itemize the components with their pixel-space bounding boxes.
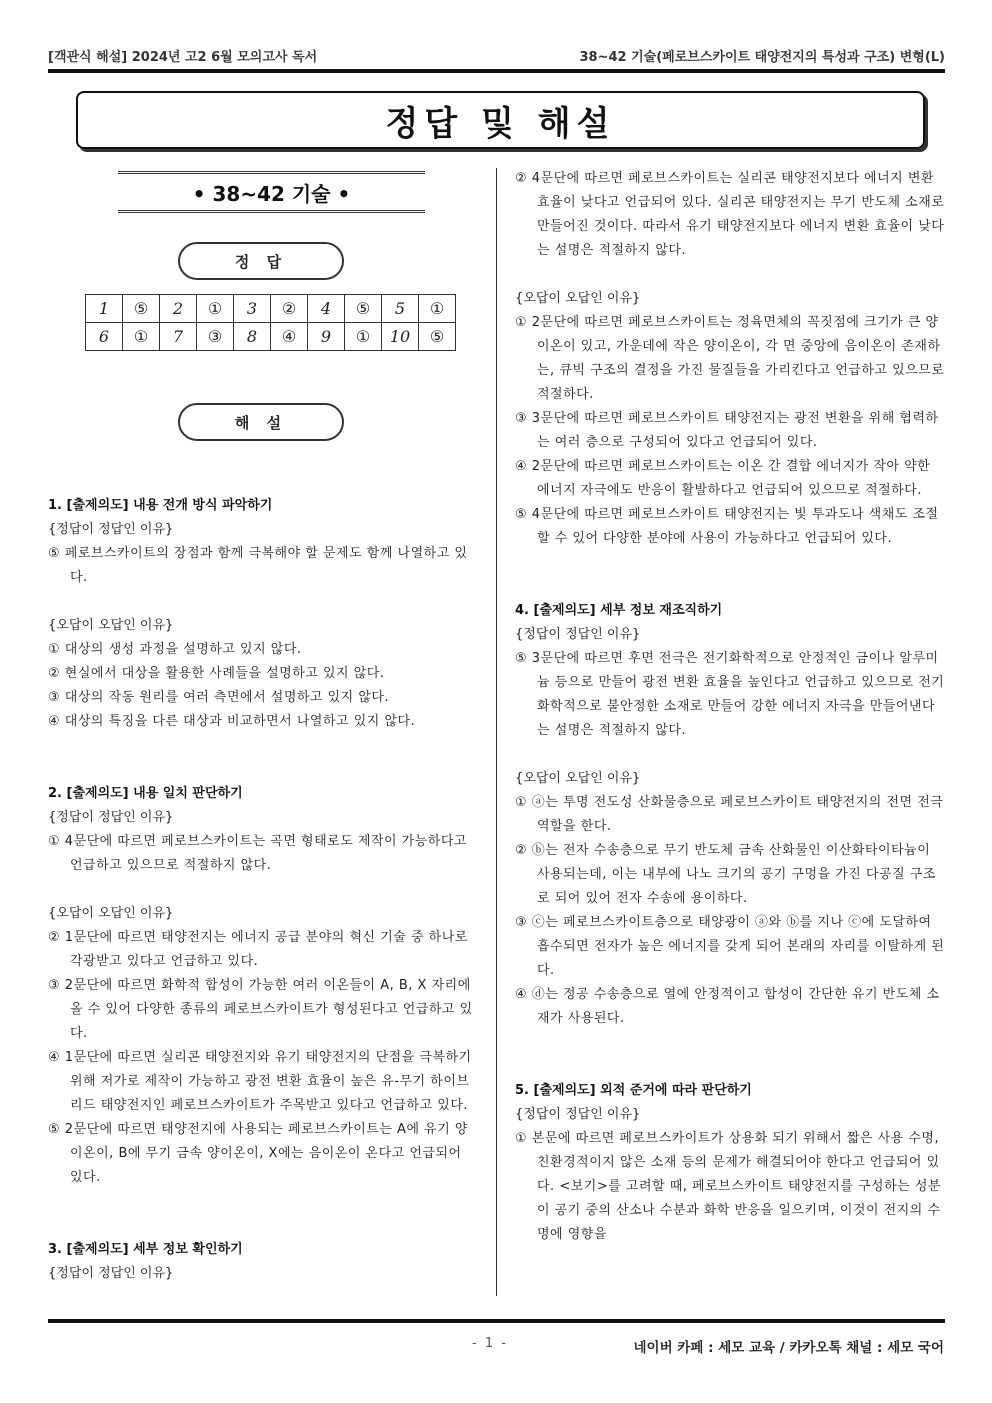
explanation-item: ① 2문단에 따르면 페로브스카이트는 정육면체의 꼭짓점에 크기가 큰 양이온이 있고, 가운데에 작은 양이온이, 각 면 중앙에 음이온이 존재하는, 큐빅 구조의 결정을 가진 물질들을 가리킨다고 언급하고 있으므로 적절하다. xyxy=(515,315,945,402)
explanation-item: ① 4문단에 따르면 페로브스카이트는 곡면 형태로도 제작이 가능하다고 언급하고 있으므로 적절하지 않다. xyxy=(48,834,467,873)
explanation-item: ③ 2문단에 따르면 화학적 합성이 가능한 여러 이온들이 A, B, X 자리에 올 수 있어 다양한 종류의 페로브스카이트가 형성된다고 언급하고 있다. xyxy=(48,978,473,1041)
spacer xyxy=(48,590,476,614)
spacer xyxy=(48,734,476,758)
answer-choice: ⑤ xyxy=(419,323,456,351)
subheading: {오답이 오답인 이유} xyxy=(48,906,174,921)
answer-choice: ① xyxy=(419,295,456,323)
question-number: 10 xyxy=(382,323,419,351)
subheading: {정답이 정답인 이유} xyxy=(48,1266,174,1281)
page-title: 정답 및 해설 xyxy=(76,91,925,149)
answer-choice: ⑤ xyxy=(345,295,382,323)
subheading: {정답이 정답인 이유} xyxy=(48,810,174,825)
spacer xyxy=(48,1214,476,1238)
answer-choice: ① xyxy=(345,323,382,351)
explanation-item: ③ 대상의 작동 원리를 여러 측면에서 설명하고 있지 않다. xyxy=(48,690,390,705)
question-number: 1 xyxy=(86,295,123,323)
explanation-item: ② 1문단에 따르면 태양전지는 에너지 공급 분야의 혁신 기술 중 하나로 각광받고 있다고 언급하고 있다. xyxy=(48,930,468,969)
question-heading: 1. [출제의도] 내용 전개 방식 파악하기 xyxy=(48,498,273,513)
answer-choice: ④ xyxy=(271,323,308,351)
spacer xyxy=(515,551,945,575)
section-title: • 38~42 기술 • xyxy=(118,171,425,213)
explanation-item: ⑤ 4문단에 따르면 페로브스카이트 태양전지는 빛 투과도나 색채도 조절할 수 있어 다양한 분야에 사용이 가능하다고 언급되어 있다. xyxy=(515,507,939,546)
question-number: 8 xyxy=(234,323,271,351)
explanation-item: ⑤ 2문단에 따르면 태양전지에 사용되는 페로브스카이트는 A에 유기 양이온이, B에 무기 금속 양이온이, X에는 음이온이 온다고 언급되어 있다. xyxy=(48,1122,468,1185)
answer-row xyxy=(86,295,456,323)
right-column xyxy=(515,167,945,1247)
answer-choice: ① xyxy=(123,323,160,351)
left-column xyxy=(48,494,476,1286)
explanation-item: ⑤ 페로브스카이트의 장점과 함께 극복해야 할 문제도 함께 나열하고 있다. xyxy=(48,546,468,585)
explanation-item: ④ 1문단에 따르면 실리콘 태양전지와 유기 태양전지의 단점을 극복하기 위해 저가로 제작이 가능하고 광전 변환 효율이 높은 유-무기 하이브리드 태양전지인 페로브스카이트가 주목받고 있다고 언급하고 있다. xyxy=(48,1050,472,1113)
subheading: {오답이 오답인 이유} xyxy=(515,771,641,786)
subheading: {오답이 오답인 이유} xyxy=(515,291,641,306)
spacer xyxy=(48,878,476,902)
explanation-item: ④ 대상의 특징을 다른 대상과 비교하면서 나열하고 있지 않다. xyxy=(48,714,416,729)
question-number: 4 xyxy=(308,295,345,323)
answer-choice: ⑤ xyxy=(123,295,160,323)
explanation-item: ① 본문에 따르면 페로브스카이트가 상용화 되기 위해서 짧은 사용 수명, 친환경적이지 않은 소재 등의 문제가 해결되어야 한다고 언급되어 있다. <보기>를 고려할 때, 페로브스카이트 태양전지를 구성하는 성분이 공기 중의 산소나 수분과 화학 반응을 일으키며, 이것이 전지의 수명에 영향을 xyxy=(515,1131,941,1242)
answer-choice: ③ xyxy=(197,323,234,351)
spacer xyxy=(515,1055,945,1079)
explanation-item: ② ⓑ는 전자 수송층으로 무기 반도체 금속 산화물인 이산화타이타늄이 사용되는데, 이는 내부에 나노 크기의 공기 구멍을 가진 다공질 구조로 되어 있어 전자 수송에 용이하다. xyxy=(515,843,936,906)
explanation-label: 해 설 xyxy=(178,403,344,441)
explanation-item: ④ ⓓ는 정공 수송층으로 열에 안정적이고 합성이 간단한 유기 반도체 소재가 사용된다. xyxy=(515,987,940,1026)
header-right-text: 38~42 기술(페로브스카이트 태양전지의 특성과 구조) 변형(L) xyxy=(579,50,945,65)
question-number: 2 xyxy=(160,295,197,323)
question-number: 6 xyxy=(86,323,123,351)
question-number: 7 xyxy=(160,323,197,351)
page-number: - 1 - xyxy=(472,1336,508,1351)
question-number: 5 xyxy=(382,295,419,323)
explanation-item: ③ 3문단에 따르면 페로브스카이트 태양전지는 광전 변환을 위해 협력하는 여러 층으로 구성되어 있다고 언급되어 있다. xyxy=(515,411,939,450)
spacer xyxy=(515,743,945,767)
footer-text: 네이버 카페 : 세모 교육 / 카카오톡 채널 : 세모 국어 xyxy=(633,1340,944,1356)
column-divider xyxy=(496,168,497,1296)
question-heading: 3. [출제의도] 세부 정보 확인하기 xyxy=(48,1242,243,1257)
question-number: 3 xyxy=(234,295,271,323)
answer-choice: ② xyxy=(271,295,308,323)
footer-rule xyxy=(48,1319,945,1323)
question-heading: 5. [출제의도] 외적 준거에 따라 판단하기 xyxy=(515,1083,752,1098)
answer-table xyxy=(85,294,456,351)
spacer xyxy=(515,1031,945,1055)
spacer xyxy=(48,1190,476,1214)
answer-row xyxy=(86,323,456,351)
header-left-text: [객관식 해설] 2024년 고2 6월 모의고사 독서 xyxy=(48,50,318,65)
question-heading: 4. [출제의도] 세부 정보 재조직하기 xyxy=(515,603,723,618)
subheading: {정답이 정답인 이유} xyxy=(515,1107,641,1122)
explanation-item: ⑤ 3문단에 따르면 후면 전극은 전기화학적으로 안정적인 금이나 알루미늄 등으로 만들어 광전 변환 효율을 높인다고 언급하고 있으므로 전기화학적으로 불안정한 소재로 만들어 강한 에너지 자극을 만들어낸다는 설명은 적절하지 않다. xyxy=(515,651,945,738)
subheading: {오답이 오답인 이유} xyxy=(48,618,174,633)
answer-choice: ① xyxy=(197,295,234,323)
spacer xyxy=(48,758,476,782)
explanation-item: ③ ⓒ는 페로브스카이트층으로 태양광이 ⓐ와 ⓑ를 지나 ⓒ에 도달하여 흡수되면 전자가 높은 에너지를 갖게 되어 본래의 자리를 이탈하게 된다. xyxy=(515,915,945,978)
explanation-item: ① ⓐ는 투명 전도성 산화물층으로 페로브스카이트 태양전지의 전면 전극 역할을 한다. xyxy=(515,795,944,834)
header-rule xyxy=(48,69,945,73)
answer-label: 정 답 xyxy=(178,242,344,280)
explanation-item: ② 4문단에 따르면 페로브스카이트는 실리콘 태양전지보다 에너지 변환 효율이 낮다고 언급되어 있다. 실리콘 태양전지는 무기 반도체 소재로 만들어진 것이다. 따라서 유기 태양전지보다 에너지 변환 효율이 낮다는 설명은 적절하지 않다. xyxy=(515,171,945,258)
question-number: 9 xyxy=(308,323,345,351)
subheading: {정답이 정답인 이유} xyxy=(48,522,174,537)
explanation-item: ② 현실에서 대상을 활용한 사례들을 설명하고 있지 않다. xyxy=(48,666,385,681)
question-heading: 2. [출제의도] 내용 일치 판단하기 xyxy=(48,786,243,801)
explanation-item: ④ 2문단에 따르면 페로브스카이트는 이온 간 결합 에너지가 작아 약한 에너지 자극에도 반응이 활발하다고 언급되어 있으므로 적절하다. xyxy=(515,459,931,498)
explanation-item: ① 대상의 생성 과정을 설명하고 있지 않다. xyxy=(48,642,302,657)
subheading: {정답이 정답인 이유} xyxy=(515,627,641,642)
spacer xyxy=(515,263,945,287)
page-header xyxy=(48,44,945,66)
spacer xyxy=(515,575,945,599)
